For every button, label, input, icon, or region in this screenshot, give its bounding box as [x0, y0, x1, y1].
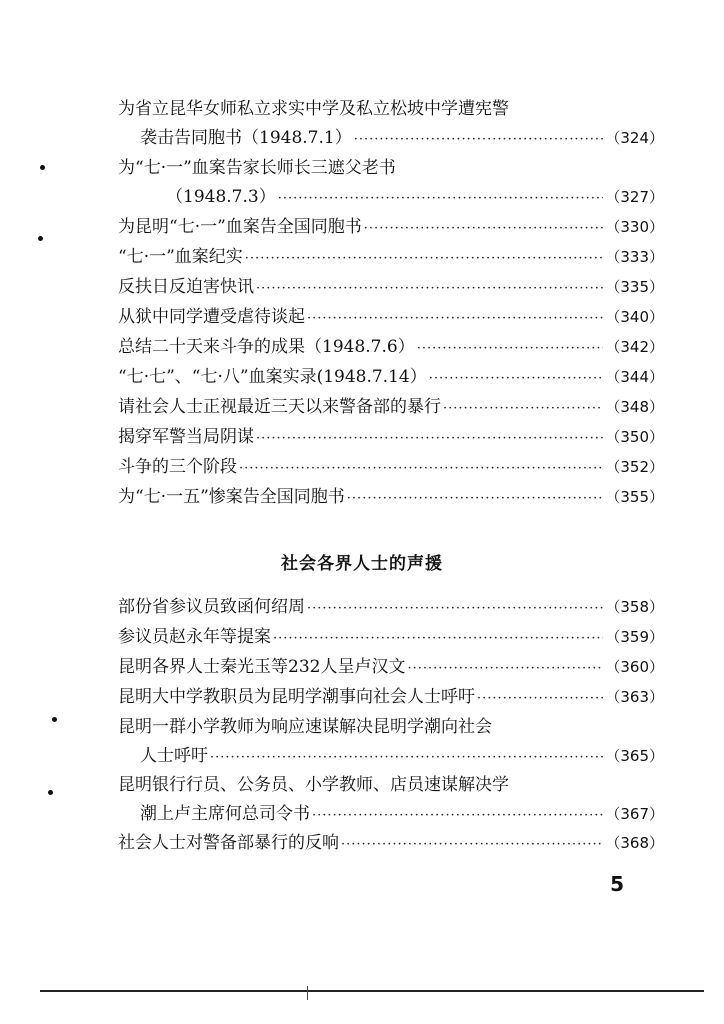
toc-entry-line: [118, 745, 664, 774]
toc-entry: [118, 336, 664, 365]
toc-entry-page: （324）: [605, 129, 664, 147]
toc-entry-line: [118, 686, 664, 715]
dot-leader: [256, 278, 603, 300]
toc-entry: [118, 656, 664, 685]
toc-entry-title-continued: （1948.7.3）: [166, 187, 276, 207]
dot-leader: [341, 834, 603, 856]
toc-entry: [118, 306, 664, 335]
toc-entry-title: 从狱中同学遭受虐待谈起: [118, 307, 305, 327]
toc-entry-line: [118, 157, 664, 186]
dot-leader: [278, 188, 604, 210]
toc-entry-page: （348）: [605, 398, 664, 416]
toc-entry-line: [118, 774, 664, 803]
toc-entry-page: （358）: [605, 598, 664, 616]
toc-entry: [118, 832, 664, 861]
scan-speck: [52, 717, 57, 722]
toc-entry-page: （365）: [605, 747, 664, 765]
toc-entry-title: “七·一”血案纪实: [118, 247, 243, 267]
dot-leader: [239, 458, 603, 480]
dot-leader: [307, 598, 603, 620]
toc-entry-page: （355）: [605, 488, 664, 506]
toc-entry-line: [118, 127, 664, 156]
toc-entry-page: （350）: [605, 428, 664, 446]
toc-entry-line: [118, 656, 664, 685]
toc-entry-line: [118, 186, 664, 215]
toc-entry-title: 为“七·一”血案告家长师长三遮父老书: [118, 158, 396, 178]
toc-entry: [118, 157, 664, 215]
toc-entry: [118, 626, 664, 655]
toc-entry-line: [118, 716, 664, 745]
scan-speck: [40, 165, 45, 170]
toc-entry-line: [118, 246, 664, 275]
section-heading: 社会各界人士的声援: [281, 554, 443, 574]
toc-entry-title: 昆明各界人士秦光玉等232人呈卢汉文: [118, 657, 406, 677]
toc-entry-page: （367）: [605, 805, 664, 823]
bottom-tick-mark: [307, 986, 308, 1000]
toc-entry-line: [118, 486, 664, 515]
dot-leader: [307, 308, 603, 330]
toc-entry-line: [118, 596, 664, 625]
dot-leader: [443, 398, 603, 420]
toc-entry-line: [118, 276, 664, 305]
toc-entry-title: “七·七”、“七·八”血案实录(1948.7.14）: [118, 367, 427, 387]
toc-entry-title: 部份省参议员致函何绍周: [118, 597, 305, 617]
toc-entry-line: [118, 456, 664, 485]
dot-leader: [417, 338, 604, 360]
dot-leader: [273, 628, 603, 650]
dot-leader: [477, 688, 603, 710]
toc-entry-page: （368）: [605, 834, 664, 852]
toc-entry: [118, 366, 664, 395]
toc-entry-title: 社会人士对警备部暴行的反响: [118, 833, 339, 853]
toc-entry-page: （352）: [605, 458, 664, 476]
toc-entry-line: [118, 426, 664, 455]
toc-entry-page: （340）: [605, 308, 664, 326]
toc-entry-page: （344）: [605, 368, 664, 386]
toc-entry-title: 总结二十天来斗争的成果（1948.7.6）: [118, 337, 415, 357]
dot-leader: [429, 368, 604, 390]
toc-entry-title: 昆明大中学教职员为昆明学潮事向社会人士呼吁: [118, 687, 475, 707]
toc-entry-title: 参议员赵永年等提案: [118, 627, 271, 647]
dot-leader: [256, 428, 603, 450]
toc-entry: [118, 246, 664, 275]
toc-entry-line: [118, 396, 664, 425]
scan-speck: [38, 236, 43, 241]
toc-entry-line: [118, 306, 664, 335]
toc-entry-title: 昆明银行行员、公务员、小学教师、店员速谋解决学: [118, 775, 509, 795]
toc-entry: [118, 98, 664, 156]
toc-entry-line: [118, 216, 664, 245]
toc-entry-title: 揭穿军警当局阴谋: [118, 427, 254, 447]
page-number: 5: [610, 872, 624, 896]
toc-entry-line: [118, 803, 664, 832]
toc-entry-page: （359）: [605, 628, 664, 646]
toc-entry-title: 为“七·一五”惨案告全国同胞书: [118, 487, 345, 507]
toc-entry-title: 请社会人士正视最近三天以来警备部的暴行: [118, 397, 441, 417]
dot-leader: [354, 129, 604, 151]
toc-entry-page: （327）: [605, 188, 664, 206]
toc-entry-title-continued: 袭击告同胞书（1948.7.1）: [140, 128, 352, 148]
toc-entry-line: [118, 626, 664, 655]
toc-entry: [118, 276, 664, 305]
dot-leader: [312, 805, 603, 827]
dot-leader: [210, 747, 603, 769]
toc-entry: [118, 396, 664, 425]
dot-leader: [364, 218, 604, 240]
toc-entry-title-continued: 人士呼吁: [140, 746, 208, 766]
toc-entry-line: [118, 832, 664, 861]
toc-entry: [118, 426, 664, 455]
toc-entry-line: [118, 366, 664, 395]
dot-leader: [407, 658, 603, 680]
toc-entry-page: （360）: [605, 658, 664, 676]
toc-entry-line: [118, 98, 664, 127]
toc-entry: [118, 486, 664, 515]
dot-leader: [245, 248, 604, 270]
toc-entry: [118, 456, 664, 485]
toc-entry-line: [118, 336, 664, 365]
toc-entry-title: 为省立昆华女师私立求实中学及私立松坡中学遭宪警: [118, 99, 509, 119]
toc-entry: [118, 216, 664, 245]
toc-entry-title: 反扶日反迫害快讯: [118, 277, 254, 297]
toc-entry: [118, 774, 664, 832]
dot-leader: [347, 488, 604, 510]
toc-entry: [118, 716, 664, 774]
toc-entry: [118, 686, 664, 715]
toc-entry-page: （335）: [605, 278, 664, 296]
toc-entry-page: （363）: [605, 688, 664, 706]
bottom-rule: [40, 990, 704, 992]
toc-entry-title: 斗争的三个阶段: [118, 457, 237, 477]
toc-entry: [118, 596, 664, 625]
toc-entry-title: 昆明一群小学教师为响应速谋解决昆明学潮向社会: [118, 717, 492, 737]
toc-entry-title: 为昆明“七·一”血案告全国同胞书: [118, 217, 362, 237]
scan-speck: [48, 790, 53, 795]
toc-entry-page: （333）: [605, 248, 664, 266]
toc-entry-page: （342）: [605, 338, 664, 356]
toc-entry-title-continued: 潮上卢主席何总司令书: [140, 804, 310, 824]
toc-entry-page: （330）: [605, 218, 664, 236]
